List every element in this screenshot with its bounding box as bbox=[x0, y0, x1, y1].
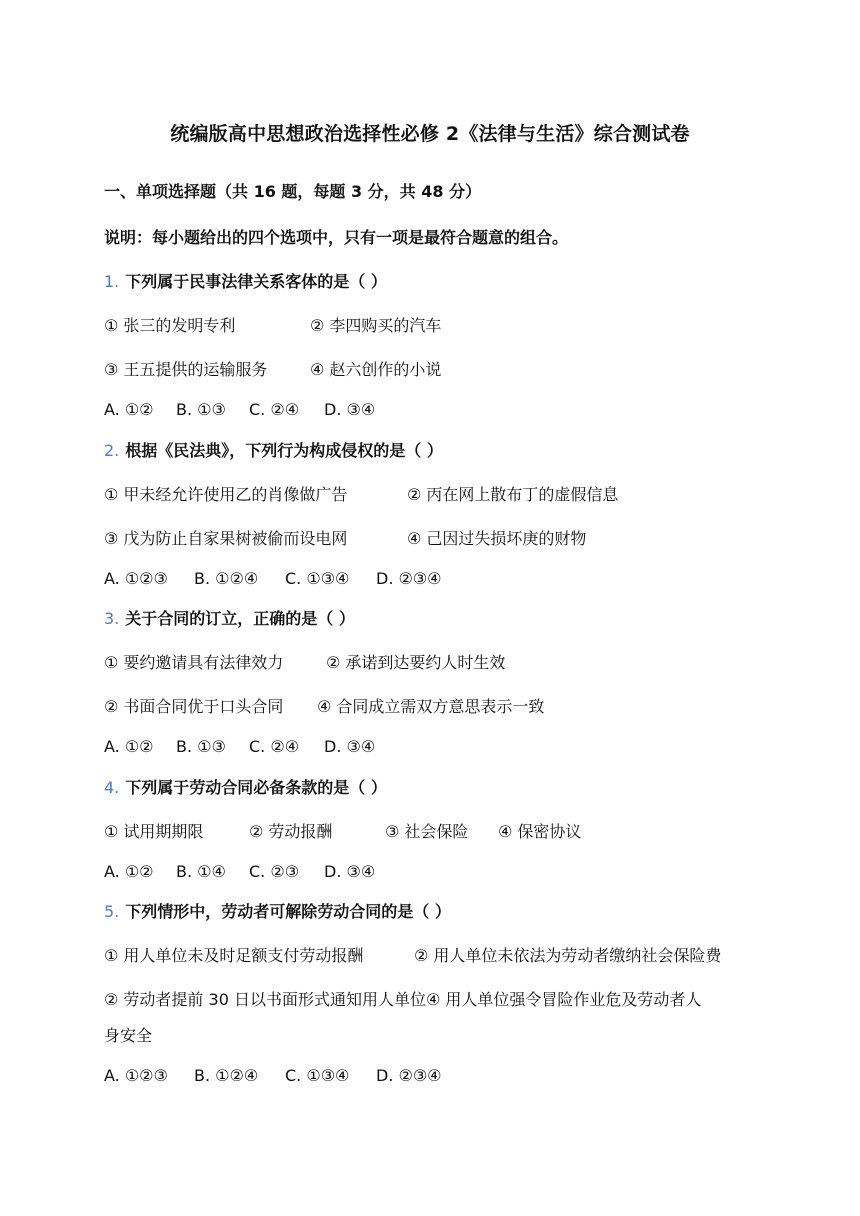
answer-option: B. ①③ bbox=[176, 400, 226, 419]
answer-option: C. ②④ bbox=[249, 737, 300, 756]
question-number: 3. bbox=[104, 609, 120, 628]
answer-option: C. ②③ bbox=[249, 862, 300, 881]
answer-option: A. ①② bbox=[104, 737, 154, 756]
answer-option: D. ②③④ bbox=[376, 569, 442, 588]
statement-item: ④ 合同成立需双方意思表示一致 bbox=[317, 697, 545, 716]
statement-item: ② 承诺到达要约人时生效 bbox=[326, 653, 506, 672]
question-5-items-row-3 bbox=[104, 1026, 152, 1046]
statement-item: ② 李四购买的汽车 bbox=[310, 316, 442, 335]
statement-item: ④ 保密协议 bbox=[498, 822, 582, 841]
question-2-items-row-1 bbox=[104, 485, 618, 505]
question-2-options bbox=[104, 569, 442, 589]
statement-item: ② 劳动报酬 bbox=[249, 822, 333, 841]
answer-option: C. ②④ bbox=[249, 400, 300, 419]
answer-option: D. ③④ bbox=[324, 862, 376, 881]
document-title: 统编版高中思想政治选择性必修 2《法律与生活》综合测试卷 bbox=[170, 123, 690, 145]
question-5-items-row-2 bbox=[104, 990, 701, 1010]
question-2 bbox=[104, 441, 443, 461]
question-5-items-row-1 bbox=[104, 946, 721, 966]
statement-item: ④ 用人单位强令冒险作业危及劳动者人 bbox=[425, 990, 702, 1009]
statement-item: ③ 社会保险 bbox=[385, 822, 469, 841]
answer-option: D. ③④ bbox=[324, 737, 376, 756]
answer-option: B. ①④ bbox=[176, 862, 226, 881]
question-4 bbox=[104, 778, 387, 798]
answer-option: D. ③④ bbox=[324, 400, 376, 419]
question-1-items-row-2 bbox=[104, 360, 441, 380]
answer-option: A. ①②③ bbox=[104, 1066, 168, 1085]
question-3 bbox=[104, 609, 355, 629]
statement-item: ③ 王五提供的运输服务 bbox=[104, 360, 268, 379]
question-stem: 关于合同的订立，正确的是（ ） bbox=[125, 609, 355, 628]
question-2-items-row-2 bbox=[104, 529, 586, 549]
answer-option: C. ①③④ bbox=[285, 569, 350, 588]
question-1-items-row-1 bbox=[104, 316, 441, 336]
statement-item: ② 劳动者提前 30 日以书面形式通知用人单位 bbox=[104, 990, 426, 1009]
answer-option: B. ①②④ bbox=[194, 1066, 259, 1085]
question-5 bbox=[104, 902, 451, 922]
statement-item: ① 甲未经允许使用乙的肖像做广告 bbox=[104, 485, 348, 504]
section-instruction: 说明：每小题给出的四个选项中，只有一项是最符合题意的组合。 bbox=[104, 228, 569, 247]
question-number: 1. bbox=[104, 272, 120, 291]
statement-item: ② 书面合同优于口头合同 bbox=[104, 697, 284, 716]
answer-option: A. ①② bbox=[104, 862, 154, 881]
question-number: 2. bbox=[104, 441, 120, 460]
answer-option: A. ①②③ bbox=[104, 569, 168, 588]
statement-item: ① 要约邀请具有法律效力 bbox=[104, 653, 284, 672]
question-stem: 下列属于劳动合同必备条款的是（ ） bbox=[125, 778, 387, 797]
answer-option: A. ①② bbox=[104, 400, 154, 419]
question-3-items-row-1 bbox=[104, 653, 505, 673]
question-number: 5. bbox=[104, 902, 120, 921]
statement-item: ④ 赵六创作的小说 bbox=[310, 360, 442, 379]
statement-item: ① 张三的发明专利 bbox=[104, 316, 236, 335]
question-5-options bbox=[104, 1066, 442, 1086]
question-stem: 根据《民法典》，下列行为构成侵权的是（ ） bbox=[125, 441, 443, 460]
question-3-items-row-2 bbox=[104, 697, 544, 717]
answer-option: D. ②③④ bbox=[376, 1066, 442, 1085]
question-stem: 下列属于民事法律关系客体的是（ ） bbox=[125, 272, 387, 291]
statement-item: ① 试用期期限 bbox=[104, 822, 204, 841]
question-number: 4. bbox=[104, 778, 120, 797]
statement-item: ① 用人单位未及时足额支付劳动报酬 bbox=[104, 946, 364, 965]
statement-item: 身安全 bbox=[104, 1026, 153, 1045]
statement-item: ② 用人单位未依法为劳动者缴纳社会保险费 bbox=[414, 946, 722, 965]
answer-option: C. ①③④ bbox=[285, 1066, 350, 1085]
answer-option: B. ①②④ bbox=[194, 569, 259, 588]
question-1 bbox=[104, 272, 387, 292]
statement-item: ② 丙在网上散布丁的虚假信息 bbox=[407, 485, 619, 504]
question-stem: 下列情形中，劳动者可解除劳动合同的是（ ） bbox=[125, 902, 451, 921]
question-1-options bbox=[104, 400, 375, 420]
statement-item: ④ 己因过失损坏庚的财物 bbox=[407, 529, 587, 548]
section-heading: 一、单项选择题（共 16 题，每题 3 分，共 48 分） bbox=[104, 182, 482, 201]
question-4-options bbox=[104, 862, 375, 882]
answer-option: B. ①③ bbox=[176, 737, 226, 756]
statement-item: ③ 戊为防止自家果树被偷而设电网 bbox=[104, 529, 348, 548]
question-4-items-row bbox=[104, 822, 581, 842]
question-3-options bbox=[104, 737, 375, 757]
